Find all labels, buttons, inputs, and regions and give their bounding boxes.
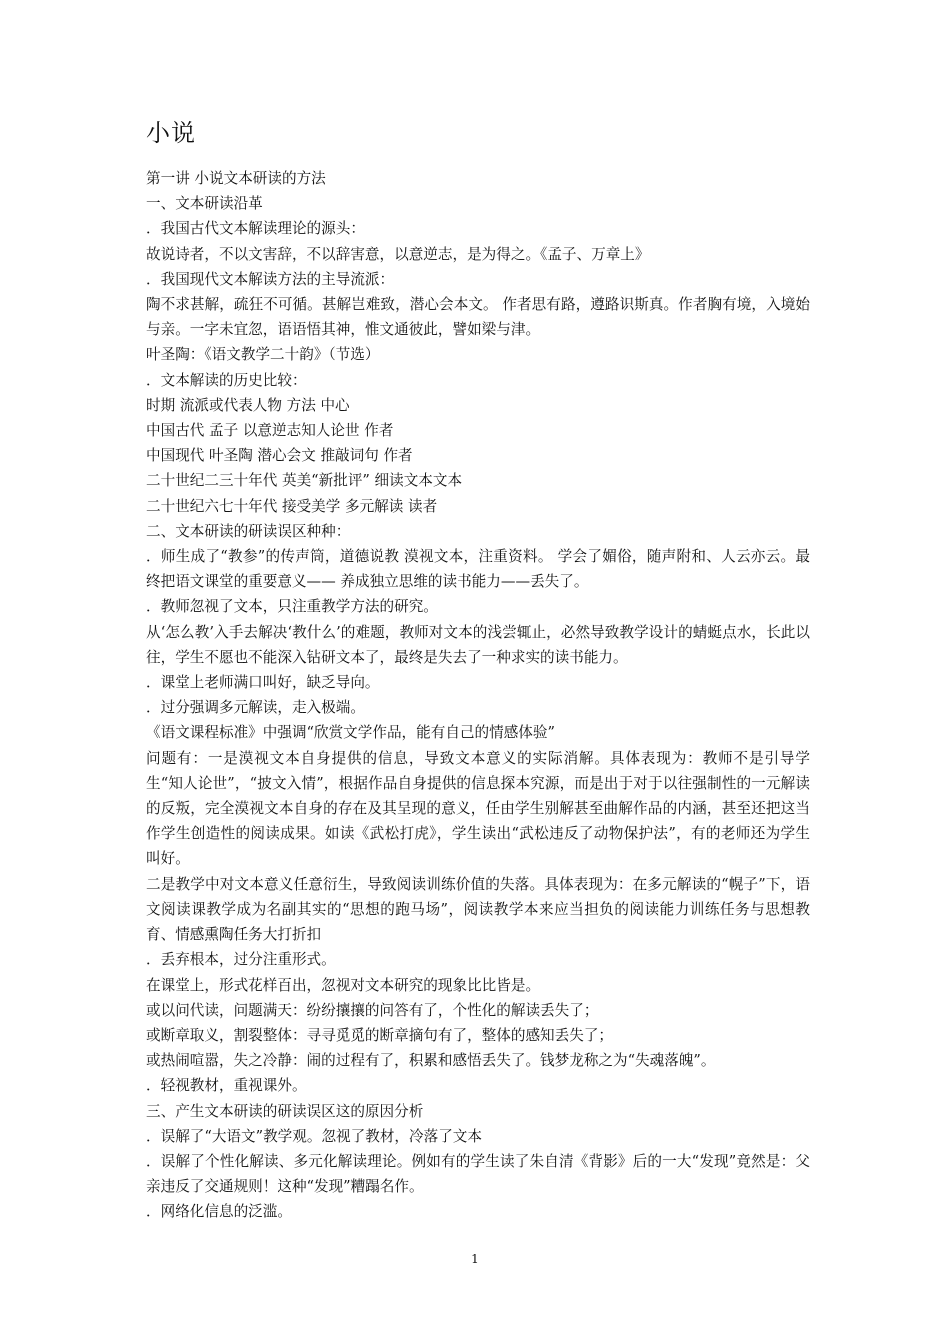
paragraph: ．课堂上老师满口叫好，缺乏导向。: [146, 674, 380, 692]
paragraph: 二、文本研读的研读误区种种：: [146, 522, 351, 540]
paragraph: ．误解了个性化解读、多元化解读理论。例如有的学生读了朱自清《背影》后的一大“发现”竟然是：父亲违反了交通规则！这种“发现”糟蹋名作。: [146, 1152, 810, 1196]
paragraph: 在课堂上，形式花样百出，忽视对文本研究的现象比比皆是。: [146, 976, 541, 994]
paragraph: 中国现代 叶圣陶 潜心会文 推敲词句 作者: [146, 447, 413, 465]
paragraph: 二十世纪六七十年代 接受美学 多元解读 读者: [146, 497, 438, 515]
paragraph: ．丢弃根本，过分注重形式。: [146, 951, 336, 969]
paragraph: 《语文课程标准》中强调“欣赏文学作品，能有自己的情感体验”: [146, 724, 555, 742]
paragraph: ．网络化信息的泛滥。: [146, 1203, 292, 1221]
document-title: 小说: [146, 119, 196, 147]
paragraph: 故说诗者，不以文害辞，不以辞害意，以意逆志，是为得之。《孟子、万章上》: [146, 245, 650, 263]
paragraph: ．过分强调多元解读，走入极端。: [146, 699, 365, 717]
paragraph: ．我国现代文本解读方法的主导流派：: [146, 270, 395, 288]
paragraph: 或断章取义，割裂整体：寻寻觅觅的断章摘句有了，整体的感知丢失了；: [146, 1026, 614, 1044]
paragraph: 或以问代读，问题满天：纷纷攘攘的问答有了，个性化的解读丢失了；: [146, 1001, 599, 1019]
paragraph: ．我国古代文本解读理论的源头：: [146, 220, 365, 238]
paragraph: ．文本解读的历史比较：: [146, 371, 307, 389]
paragraph: 或热闹喧嚣，失之冷静：闹的过程有了，积累和感悟丢失了。钱梦龙称之为“失魂落魄”。: [146, 1052, 716, 1070]
paragraph: 二是教学中对文本意义任意衍生，导致阅读训练价值的失落。具体表现为：在多元解读的“幌子”下，语文阅读课教学成为名副其实的“思想的跑马场”，阅读教学本来应当担负的阅读能力训练任务与思想教育、情感熏陶任务大打折扣: [146, 875, 810, 944]
paragraph: 三、产生文本研读的研读误区这的原因分析: [146, 1102, 424, 1120]
paragraph: 中国古代 孟子 以意逆志知人论世 作者: [146, 422, 394, 440]
paragraph: 一、文本研读沿革: [146, 195, 263, 213]
paragraph: 问题有：一是漠视文本自身提供的信息，导致文本意义的实际消解。具体表现为：教师不是引导学生“知人论世”，“披文入情”，根据作品自身提供的信息探本究源，而是出于对于以往强制性的一元解读的反叛，完全漠视文本自身的存在及其呈现的意义，任由学生别解甚至曲解作品的内涵，甚至还把这当作学生创造性的阅读成果。如读《武松打虎》，学生读出“武松违反了动物保护法”，有的老师还为学生叫好。: [146, 749, 810, 868]
paragraph: 第一讲 小说文本研读的方法: [146, 170, 326, 187]
document-body: [146, 166, 810, 1225]
paragraph: 陶不求甚解，疏狂不可循。甚解岂难致，潜心会本文。 作者思有路，遵路识斯真。作者胸有境，入境始与亲。一字未宜忽，语语悟其神，惟文通彼此，譬如梁与津。: [146, 296, 810, 339]
paragraph: ．教师忽视了文本，只注重教学方法的研究。: [146, 598, 438, 616]
paragraph: 时期 流派或代表人物 方法 中心: [146, 396, 350, 414]
paragraph: ．轻视教材，重视课外。: [146, 1077, 307, 1095]
paragraph: ．误解了“大语文”教学观。忽视了教材，冷落了文本: [146, 1127, 482, 1145]
paragraph: 叶圣陶：《语文教学二十韵》（节选）: [146, 346, 380, 364]
page-number: 1: [471, 1252, 479, 1266]
paragraph: ．师生成了“教参”的传声筒，道德说教 漠视文本，注重资料。 学会了媚俗，随声附和、人云亦云。最终把语文课堂的重要意义—— 养成独立思维的读书能力——丢失了。: [146, 548, 810, 591]
paragraph: 从‘怎么教’入手去解决‘教什么’的难题，教师对文本的浅尝辄止，必然导致教学设计的蜻蜓点水，长此以往，学生不愿也不能深入钻研文本了，最终是失去了一种求实的读书能力。: [146, 623, 810, 666]
paragraph: 二十世纪二三十年代 英美“新批评” 细读文本文本: [146, 472, 463, 490]
